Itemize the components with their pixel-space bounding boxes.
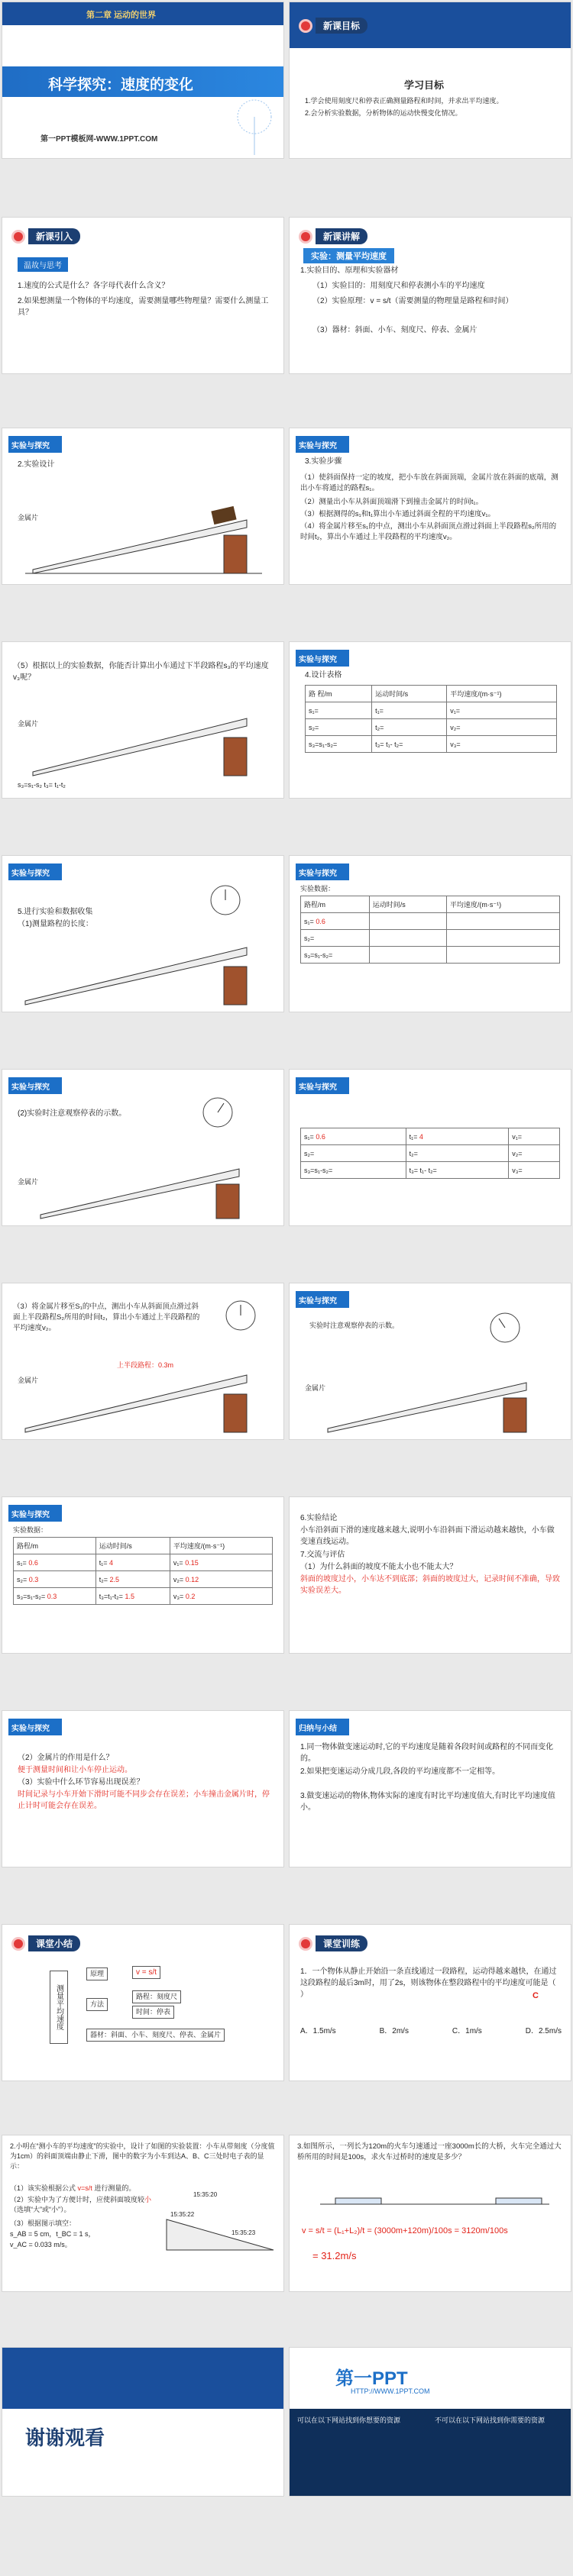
th-time: 运动时间/s [372, 686, 447, 702]
data-table [300, 896, 560, 964]
node-formula: v = s/t [132, 1966, 160, 1979]
goals-heading: 学习目标 [404, 79, 445, 91]
cell: s₃=s₁-s₂= [301, 947, 370, 964]
cell: v₃= [173, 1592, 184, 1600]
stopwatch-icon [488, 1311, 522, 1344]
cell: s₁= [304, 917, 314, 925]
chapter-label: 第二章 运动的世界 [86, 11, 157, 20]
summary-2: 2.如果把变速运动分成几段,各段的平均速度都不一定相等。 [300, 1767, 500, 1776]
slide-half [2, 1283, 284, 1440]
practice3-formula: v = s/t = (L₁+L₂)/t = (3000m+120m)/100s = 3120m/100s [302, 2226, 508, 2235]
value-red: 0.15 [185, 1558, 199, 1567]
table-step: 4.设计表格 [305, 671, 342, 680]
badge-dot-icon [299, 19, 312, 33]
slide-data3 [2, 1496, 284, 1654]
intro-q1: 1.速度的公式是什么？各字母代表什么含义？ [18, 282, 170, 290]
brand-logo: 第一PPT [335, 2368, 408, 2389]
time-b: 15:35:22 [170, 2211, 195, 2218]
practice2-q: 2.小明在“测小车的平均速度”的实验中，设计了如图的实验装置：小车从带刻度（分度值为1cm）的斜面顶端由静止下滑，图中的数字为小车到达A、B、C三处时电子表的显示： [10, 2142, 275, 2170]
plate-label: 金属片 [18, 514, 39, 521]
cell: t₃= t₁- t₂= [372, 736, 447, 753]
tag-explore: 实验与探究 [8, 436, 62, 453]
eval-a2: 时间记录与小车开始下滑时可能不同步会存在误差；小车撞击金属片时，停止计时可能会存在误差。 [18, 1790, 270, 1810]
lesson-item-4: （3）器材：斜面、小车、刻度尺、停表、金属片 [312, 326, 478, 334]
tag-explore: 实验与探究 [296, 1077, 349, 1094]
ramp-diagram [18, 696, 270, 780]
badge-mindmap: 课堂小结 [11, 1935, 80, 1951]
value-red: 0.3 [28, 1575, 39, 1583]
slide-design [2, 428, 284, 585]
th: 路程/m [14, 1538, 96, 1554]
node-equipment: 器材：斜面、小车、刻度尺、停表、金属片 [86, 2029, 225, 2042]
cell: v₁= [173, 1558, 183, 1567]
plate-label: 金属片 [18, 1377, 39, 1384]
collect-step: 5.进行实验和数据收集 [18, 908, 93, 916]
design-step: 2.实验设计 [18, 460, 55, 469]
eval-a1: 便于测量时间和让小车停止运动。 [18, 1766, 132, 1774]
cell: s₂= [301, 1145, 406, 1162]
slide-s3 [2, 641, 284, 799]
answer-red: v=s/t [77, 2184, 92, 2192]
tag-explore: 实验与探究 [8, 864, 62, 880]
slide-table-design [289, 641, 571, 799]
half-text: （3）将金属片移至S₁的中点，测出小车从斜面顶点滑过斜面上半段路程S₂所用的时间t₂，算出小车通过上半段路程的平均速度v₂。 [13, 1303, 200, 1332]
badge-dot-icon [299, 1937, 312, 1951]
mindmap-center: 测量平均速度 [50, 1971, 68, 2044]
option-a[interactable]: A．1.5m/s [300, 2027, 336, 2035]
lesson-item-2: （1）实验目的：用刻度尺和停表测小车的平均速度 [312, 282, 485, 290]
summary-3: 3.做变速运动的物体,物体实际的速度有时比平均速度值大,有时比平均速度值小。 [300, 1792, 555, 1812]
site-label: 第一PPT模板网-WWW.1PPT.COM [40, 135, 158, 144]
ramp-diagram [18, 1352, 270, 1436]
text: （2）实验中为了方便计时，应使斜面坡度较 [10, 2196, 145, 2203]
slide-conclusion [289, 1496, 571, 1654]
cell: s₂= [17, 1575, 28, 1583]
data-table-full [13, 1537, 273, 1605]
slide-mindmap [2, 1924, 284, 2081]
cell: s₂= [301, 930, 370, 947]
slide-collect [2, 855, 284, 1012]
slide-watch2 [289, 1283, 571, 1440]
slide-lesson [289, 217, 571, 374]
th: 平均速度/(m·s⁻¹) [446, 896, 559, 913]
steps-heading: 3.实验步骤 [305, 457, 342, 466]
cell: t₁= [372, 702, 447, 719]
th: 平均速度/(m·s⁻¹) [170, 1538, 272, 1554]
badge-practice: 课堂训练 [299, 1935, 367, 1951]
watch2-text: 实验时注意观察停表的示数。 [309, 1322, 400, 1329]
node-m2: 时间：停表 [132, 2006, 174, 2019]
option-d[interactable]: D．2.5m/s [525, 2027, 562, 2035]
slide-eval [2, 1710, 284, 1867]
cell: s₁= [17, 1558, 27, 1567]
eval-q1: （2）金属片的作用是什么？ [18, 1754, 114, 1762]
tag-explore: 实验与探究 [8, 1505, 62, 1522]
step-2: （2）测量出小车从斜面顶端滑下到撞击金属片的时间t₁。 [300, 498, 484, 506]
conclusion-answer: 斜面的坡度过小，小车达不到底部；斜面的坡度过大，记录时间不准确，导致实验误差大。 [300, 1575, 560, 1595]
slide-summary [289, 1710, 571, 1867]
option-c[interactable]: C．1m/s [452, 2027, 482, 2035]
practice-options [300, 2024, 562, 2035]
cell: t₂= [372, 719, 447, 736]
th: 运动时间/s [96, 1538, 170, 1554]
conclusion-4: （1）为什么斜面的坡度不能太小也不能太大？ [300, 1563, 458, 1571]
option-b[interactable]: B．2m/s [379, 2027, 409, 2035]
conclusion-3: 7.交流与评估 [300, 1551, 345, 1559]
practice-q1: 1．一个物体从静止开始沿一条直线通过一段路程，运动得越来越快，在通过这段路程的最后3m时，用了2s，则该物体在整段路程中的平均速度可能是（ ） [300, 1968, 557, 1999]
practice2-vac: v_AC = 0.033 m/s。 [10, 2241, 72, 2248]
slide-practice3 [289, 2135, 571, 2292]
cell: v₃= [509, 1162, 560, 1179]
value-red: 0.12 [185, 1575, 199, 1583]
cell: v₃= [447, 736, 557, 753]
tag-explore: 实验与探究 [8, 1077, 62, 1094]
cell: s₁= [306, 702, 372, 719]
dandelion-icon [231, 94, 277, 155]
cell: v₂= [173, 1575, 184, 1583]
value-red: 2.5 [109, 1575, 119, 1583]
cell: s₁= [304, 1132, 314, 1141]
tag-explore: 实验与探究 [296, 1291, 349, 1308]
goal-item-1: 1.学会使用刻度尺和停表正确测量路程和时间，并求出平均速度。 [305, 97, 503, 105]
cell: v₁= [509, 1128, 560, 1145]
badge-dot-icon [11, 1937, 25, 1951]
slide-steps [289, 428, 571, 585]
stopwatch-icon [209, 883, 242, 917]
node-principle: 原理 [86, 1968, 108, 1980]
ramp-diagram [18, 489, 270, 581]
slide-brand [289, 2347, 571, 2497]
node-m1: 路程：刻度尺 [132, 1990, 181, 2003]
badge-dot-icon [11, 230, 25, 244]
time-a: 15:35:20 [193, 2191, 218, 2198]
answer-red: 小 [144, 2196, 152, 2203]
slide-intro [2, 217, 284, 374]
brand-url[interactable]: HTTP://WWW.1PPT.COM [351, 2387, 430, 2395]
data-caption: 实验数据： [13, 1526, 48, 1534]
collect-sub: （1)测量路程的长度： [18, 920, 93, 928]
time-c: 15:35:23 [231, 2229, 256, 2236]
tag-review: 温故与思考 [18, 257, 68, 272]
cell: t₃=t₁-t₂= [99, 1592, 123, 1600]
slide-practice1 [289, 1924, 571, 2081]
bridge-diagram [320, 2181, 549, 2212]
slide-watch [2, 1069, 284, 1226]
tag-explore: 实验与探究 [8, 1719, 62, 1735]
stopwatch-icon [224, 1299, 257, 1332]
badge-lesson: 新课讲解 [299, 228, 367, 244]
s3-question: （5）根据以上的实验数据，你能否计算出小车通过下半段路程s₃的平均速度v₃呢？ [13, 662, 269, 682]
value-red: 4 [109, 1558, 114, 1567]
data-table [300, 1128, 560, 1179]
tag-summary: 归纳与小结 [296, 1719, 349, 1735]
cell: v₂= [447, 719, 557, 736]
value-red: 0.2 [185, 1592, 196, 1600]
th: 路程/m [301, 896, 370, 913]
value-red: 0.6 [316, 1132, 325, 1141]
value-red: 0.6 [316, 917, 325, 925]
node-method: 方法 [86, 1998, 108, 2011]
cell: t₁= [99, 1558, 108, 1567]
ramp-ruler-diagram [18, 932, 270, 1009]
stopwatch-icon [201, 1096, 235, 1129]
practice3-q: 3.如图所示，一列长为120m的火车匀速通过一座3000m长的大桥，火车完全通过大桥所用的时间是100s，求火车过桥时的速度是多少？ [297, 2142, 562, 2161]
tag-explore: 实验与探究 [296, 436, 349, 453]
slide-data1 [289, 855, 571, 1012]
cell: s₃=s₁-s₂= [306, 736, 372, 753]
lesson-item-3: （2）实验原理：v = s/t（需要测量的物理量是路程和时间） [312, 297, 513, 305]
cell: t₂= [99, 1575, 108, 1583]
text: （选填“大”或“小”）。 [10, 2206, 71, 2213]
text: （1）该实验根据公式 [10, 2184, 76, 2192]
th-distance: 路 程/m [306, 686, 372, 702]
ramp-diagram [33, 1146, 262, 1222]
cell: t₁= [409, 1132, 418, 1141]
cell: v₁= [447, 702, 557, 719]
step-1: （1）使斜面保持一定的坡度，把小车放在斜面顶端，金属片放在斜面的底端，测出小车将通过的路程s₁。 [300, 473, 558, 492]
data-caption: 实验数据： [300, 885, 335, 893]
cell: t₂= [406, 1145, 509, 1162]
practice2-sab: s_AB = 5 cm，t_BC = 1 s， [10, 2230, 96, 2238]
plate-label: 金属片 [18, 720, 39, 728]
summary-1: 1.同一物体做变速运动时,它的平均速度是随着各段时间或路程的不同而变化的。 [300, 1743, 554, 1763]
ramp-diagram [163, 2212, 277, 2258]
value-red: 0.6 [28, 1558, 38, 1567]
conclusion-1: 6.实验结论 [300, 1514, 338, 1522]
practice2-k: （3）根据图示填空： [10, 2219, 76, 2227]
badge-intro: 新课引入 [11, 228, 80, 244]
thanks-text: 谢谢观看 [25, 2426, 105, 2449]
practice2-i [10, 2183, 135, 2194]
eval-q2: （3）实验中什么环节容易出现误差？ [18, 1778, 144, 1787]
step-4: （4）将金属片移至s₁的中点，测出小车从斜面顶点滑过斜面上半段路程s₂所用的时间t₂，算出小车通过上半段路程的平均速度v₂。 [300, 522, 557, 541]
text: 进行测量的。 [94, 2184, 136, 2192]
step-3: （3）根据测得的s₁和t₁算出小车通过斜面全程的平均速度v₁。 [300, 510, 496, 518]
badge-goals: 新课目标 [299, 18, 367, 34]
tag-experiment: 实验：测量平均速度 [303, 248, 394, 263]
slide-goals [289, 2, 571, 159]
design-table [305, 685, 557, 753]
s3-formula: s₃=s₁-s₂ t₃= t₁-t₂ [18, 781, 66, 789]
practice-answer: C [533, 1991, 539, 2000]
cell: s₃=s₁-s₂= [17, 1592, 46, 1600]
value-red: 1.5 [125, 1592, 134, 1600]
brand-col2: 不可以在以下网站找到你需要的资源 [435, 2416, 545, 2424]
ramp-diagram [320, 1360, 549, 1436]
slide-practice2 [2, 2135, 284, 2292]
badge-dot-icon [299, 230, 312, 244]
goal-item-2: 2.会分析实验数据，分析物体的运动快慢变化情况。 [305, 109, 462, 117]
lesson-item-1: 1.实验目的、原理和实验器材 [300, 266, 399, 275]
slide-title [2, 2, 284, 159]
slide-main-title: 科学探究：速度的变化 [48, 77, 194, 93]
plate-label: 金属片 [18, 1178, 39, 1186]
plate-label: 金属片 [305, 1384, 326, 1392]
practice3-result: = 31.2m/s [312, 2250, 357, 2261]
value-red: 0.3 [47, 1592, 57, 1600]
slide-data2 [289, 1069, 571, 1226]
tag-explore: 实验与探究 [296, 864, 349, 880]
value-red: 4 [419, 1132, 423, 1141]
slide-thanks [2, 2347, 284, 2497]
cell: v₂= [509, 1145, 560, 1162]
brand-col1: 可以在以下网站找到你想要的资源 [297, 2416, 401, 2424]
cell: s₂= [306, 719, 372, 736]
cell: t₃= t₁- t₂= [406, 1162, 509, 1179]
intro-q2: 2.如果想测量一个物体的平均速度，需要测量哪些物理量？需要什么测量工具？ [18, 297, 269, 317]
practice2-j [10, 2195, 163, 2215]
half-label: 上半段路程：0.3m [117, 1361, 174, 1369]
th: 运动时间/s [369, 896, 446, 913]
th-speed: 平均速度/(m·s⁻¹) [447, 686, 557, 702]
tag-explore: 实验与探究 [296, 650, 349, 667]
watch-text: (2)实验时注意观察停表的示数。 [18, 1109, 127, 1118]
cell: s₃=s₁-s₂= [301, 1162, 406, 1179]
conclusion-2: 小车沿斜面下滑的速度越来越大,说明小车沿斜面下滑运动越来越快，小车做变速直线运动。 [300, 1526, 555, 1546]
